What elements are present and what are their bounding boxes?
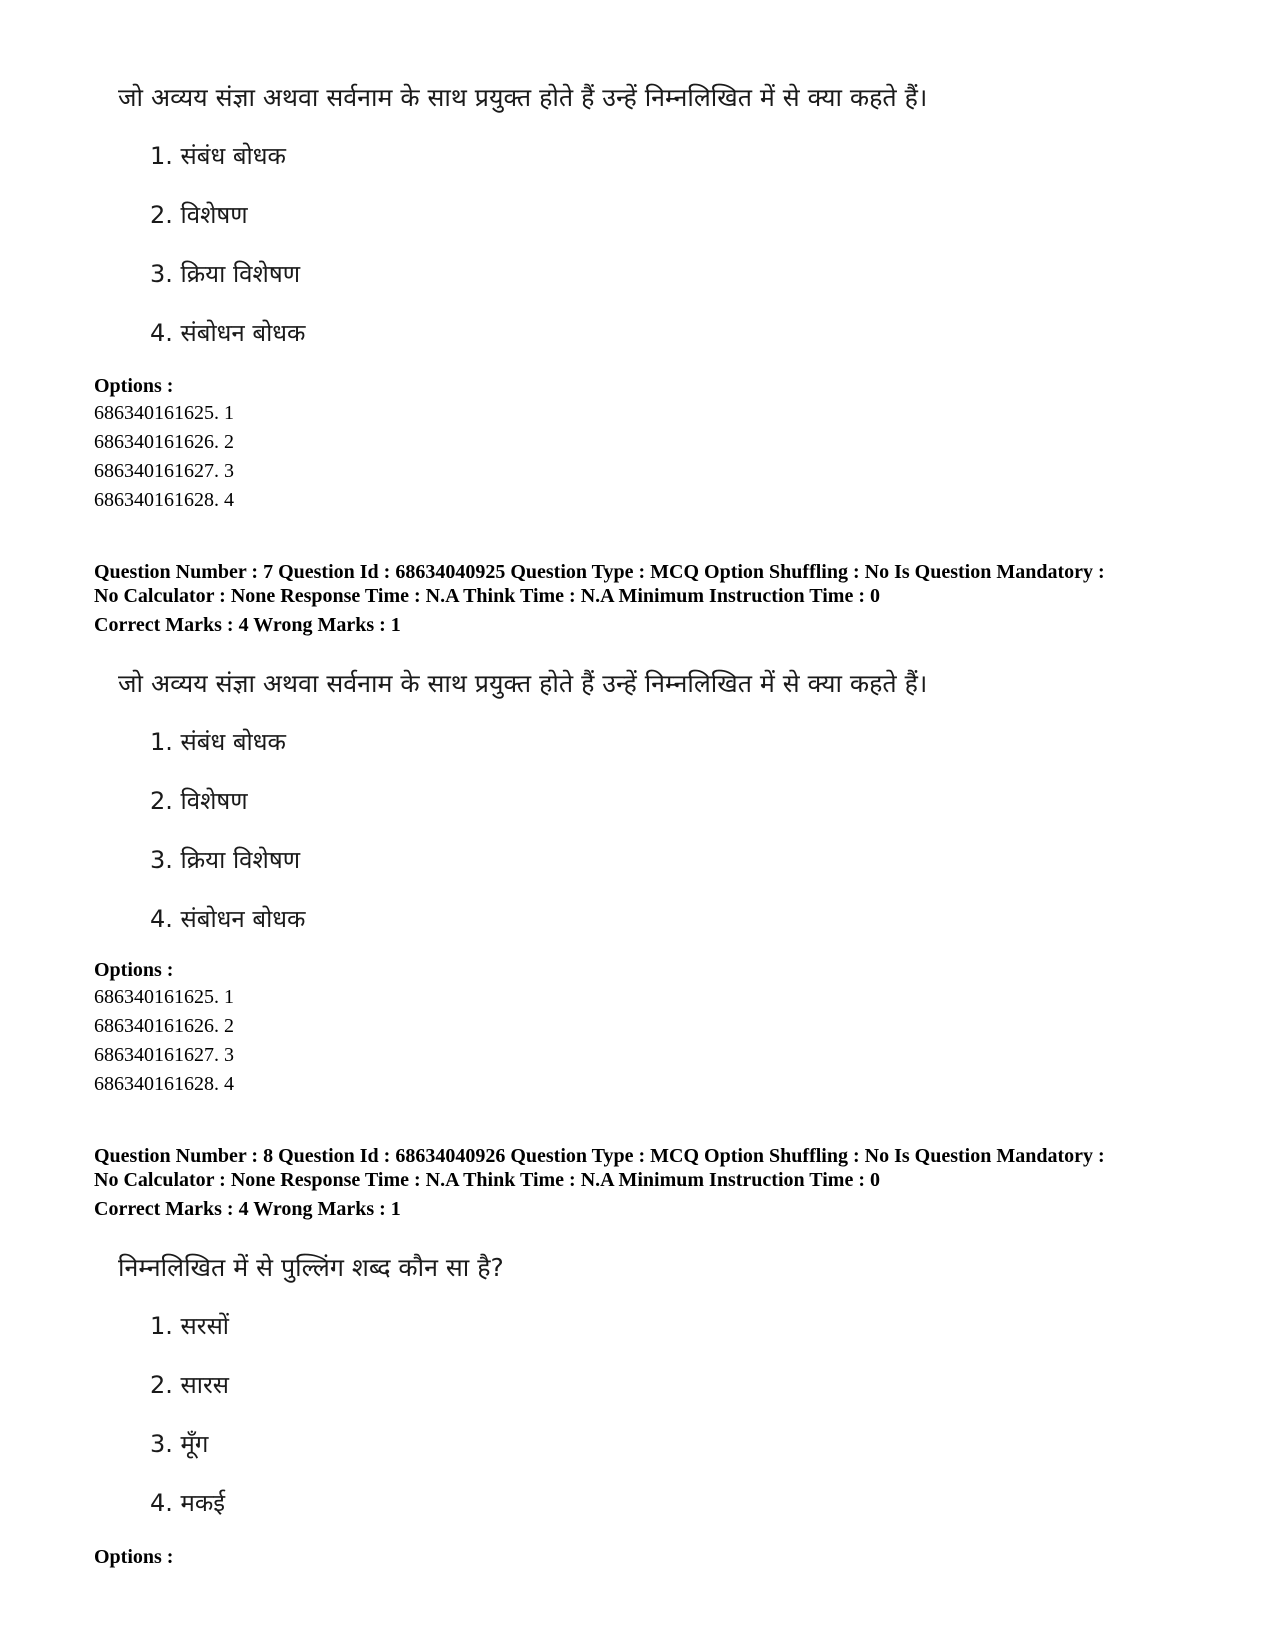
question-8-options [94, 1544, 1204, 1570]
choice-1: 1. संबंध बोधक [150, 728, 286, 756]
option-row: 686340161627. 3 [94, 1044, 234, 1066]
option-row: 686340161625. 1 [94, 402, 234, 424]
question-meta-line-2: No Calculator : None Response Time : N.A Think Time : N.A Minimum Instruction Time : 0 [94, 1169, 880, 1191]
question-meta-line-1: Question Number : 7 Question Id : 68634040925 Question Type : MCQ Option Shuffling : No Is Question Mandatory : [94, 561, 1105, 583]
question-text: जो अव्यय संज्ञा अथवा सर्वनाम के साथ प्रयुक्त होते हैं उन्हें निम्नलिखित में से क्या कहते हैं। [118, 83, 928, 112]
question-6-options [94, 373, 1204, 515]
option-row: 686340161628. 4 [94, 1073, 234, 1095]
option-row: 686340161626. 2 [94, 1015, 234, 1037]
option-row: 686340161627. 3 [94, 460, 234, 482]
question-text: निम्नलिखित में से पुल्लिंग शब्द कौन सा है? [118, 1253, 504, 1282]
question-6-body [94, 83, 1204, 348]
question-7-header [94, 560, 1204, 638]
option-row: 686340161628. 4 [94, 489, 234, 511]
question-7-body [94, 669, 1204, 934]
question-8-header [94, 1144, 1204, 1222]
question-meta-line-2: No Calculator : None Response Time : N.A Think Time : N.A Minimum Instruction Time : 0 [94, 585, 880, 607]
question-marks: Correct Marks : 4 Wrong Marks : 1 [94, 614, 401, 636]
choice-4: 4. संबोधन बोधक [150, 319, 306, 347]
choice-2: 2. विशेषण [150, 787, 248, 815]
question-meta-line-1: Question Number : 8 Question Id : 68634040926 Question Type : MCQ Option Shuffling : No Is Question Mandatory : [94, 1145, 1105, 1167]
choice-1: 1. संबंध बोधक [150, 142, 286, 170]
choice-3: 3. क्रिया विशेषण [150, 260, 301, 288]
choice-3: 3. मूँग [150, 1430, 209, 1458]
question-7-options [94, 957, 1204, 1099]
choice-4: 4. मकई [150, 1489, 226, 1517]
choice-3: 3. क्रिया विशेषण [150, 846, 301, 874]
choice-2: 2. विशेषण [150, 201, 248, 229]
choice-4: 4. संबोधन बोधक [150, 905, 306, 933]
choice-1: 1. सरसों [150, 1312, 230, 1340]
options-label: Options : [94, 375, 174, 397]
options-label: Options : [94, 959, 174, 981]
option-row: 686340161626. 2 [94, 431, 234, 453]
question-8-body [94, 1253, 1204, 1518]
option-row: 686340161625. 1 [94, 986, 234, 1008]
question-text: जो अव्यय संज्ञा अथवा सर्वनाम के साथ प्रयुक्त होते हैं उन्हें निम्नलिखित में से क्या कहते हैं। [118, 669, 928, 698]
choice-2: 2. सारस [150, 1371, 230, 1399]
options-label: Options : [94, 1546, 174, 1568]
question-marks: Correct Marks : 4 Wrong Marks : 1 [94, 1198, 401, 1220]
